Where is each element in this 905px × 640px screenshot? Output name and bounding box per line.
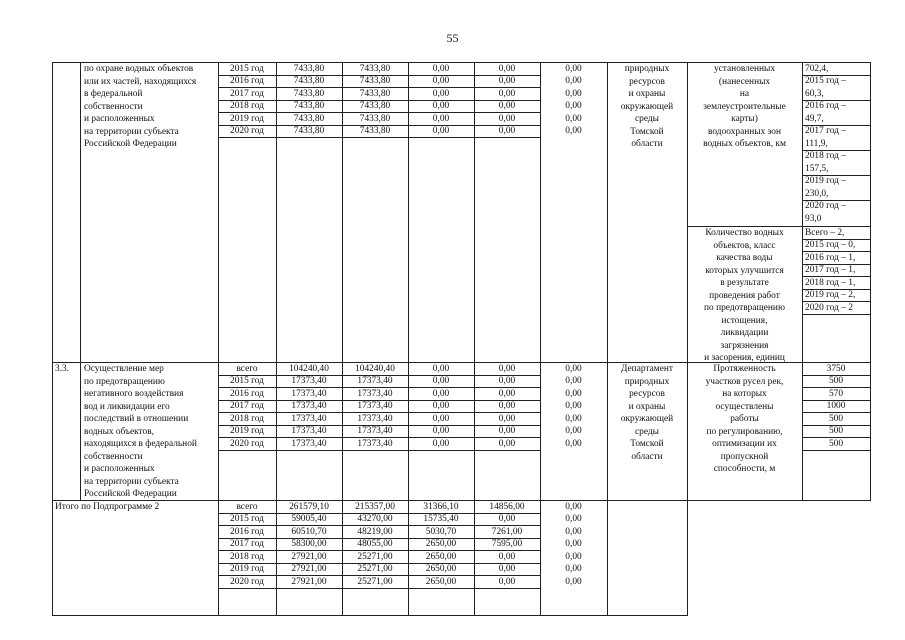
extrabudget-cell: 0,00: [565, 501, 582, 512]
federal-cell: 25271,00: [357, 576, 393, 587]
indicator-value: 93,0: [805, 213, 822, 224]
year-cell: 2016 год: [230, 388, 264, 399]
task-text-line: в федеральной: [84, 89, 143, 99]
federal-cell: 17373,40: [357, 426, 393, 436]
federal-cell: 17373,40: [357, 376, 393, 386]
indicator-text-line: землеустроительные: [703, 101, 786, 112]
extrabudget-cell: 0,00: [565, 413, 582, 424]
indicator-value: 2019 год – 2,: [805, 290, 856, 300]
indicator-value: 2017 год –: [805, 126, 846, 136]
indicator-text-line: которых улучшится: [705, 265, 784, 276]
regional-cell: 0,00: [432, 76, 450, 86]
local-cell: 0,00: [498, 113, 516, 124]
indicator-value: 2018 год –: [805, 151, 846, 161]
regional-cell: 0,00: [432, 63, 450, 74]
indicator-value: 570: [828, 388, 844, 399]
year-cell: всего: [236, 501, 258, 512]
year-cell: 2016 год: [230, 76, 264, 86]
task-text-line: Российской Федерации: [84, 489, 177, 499]
local-cell: 0,00: [498, 388, 516, 399]
regional-cell: 31366,10: [423, 501, 459, 512]
regional-cell: 0,00: [432, 101, 450, 111]
value-rule: [802, 150, 871, 151]
extrabudget-cell: 0,00: [565, 576, 582, 587]
total-cell: 7433,80: [293, 101, 325, 111]
total-cell: 17373,40: [291, 426, 327, 436]
year-cell: 2020 год: [230, 438, 264, 449]
task-text-line: последствий в отношении: [84, 414, 189, 424]
indicator-value: 3750: [826, 363, 846, 374]
year-row-rule: [218, 450, 541, 451]
year-cell: всего: [236, 363, 258, 374]
indicator-text-line: объектов, класс: [713, 240, 776, 251]
value-rule: [802, 314, 871, 315]
federal-cell: 7433,80: [359, 126, 391, 136]
year-cell: 2019 год: [230, 113, 264, 124]
value-rule: [802, 100, 871, 101]
extrabudget-cell: 0,00: [565, 126, 582, 136]
indicator-value: 2019 год –: [805, 176, 846, 186]
total-cell: 17373,40: [291, 401, 327, 411]
extrabudget-cell: 0,00: [565, 376, 582, 386]
indicator-text-line: оптимизации их: [712, 439, 777, 449]
executor-text-line: области: [631, 451, 663, 462]
extrabudget-cell: 0,00: [565, 564, 582, 574]
total-cell: 17373,40: [291, 376, 327, 386]
regional-cell: 0,00: [432, 363, 450, 374]
regional-cell: 2650,00: [425, 551, 457, 562]
task-text-line: или их частей, находящихся: [84, 76, 197, 87]
indicator-text-line: по регулированию,: [706, 426, 783, 437]
regional-cell: 2650,00: [425, 576, 457, 587]
total-cell: 27921,00: [291, 564, 327, 574]
total-cell: 17373,40: [291, 413, 327, 424]
indicator-text-line: водных объектов, км: [703, 139, 786, 149]
local-cell: 0,00: [498, 576, 516, 587]
year-cell: 2018 год: [230, 413, 264, 424]
indicator-text-line: на которых: [722, 389, 767, 399]
federal-cell: 48055,00: [357, 539, 393, 549]
indicator-text-line: водоохранных зон: [708, 126, 781, 137]
indicator-text-line: и засорения, единиц: [704, 353, 785, 363]
indicator-value: 500: [828, 413, 844, 424]
col-border-number: [80, 62, 81, 501]
total-cell: 7433,80: [293, 63, 325, 74]
regional-cell: 2650,00: [425, 539, 457, 549]
local-cell: 0,00: [498, 101, 516, 111]
task-text-line: на территории субъекта: [84, 476, 179, 487]
indicator-text-line: на: [739, 89, 750, 99]
local-cell: 0,00: [498, 426, 516, 436]
total-cell: 7433,80: [293, 76, 325, 86]
executor-text-line: среды: [635, 426, 659, 437]
indicator-value: 2017 год – 1,: [805, 265, 856, 275]
indicator-value: 500: [828, 438, 844, 449]
federal-cell: 7433,80: [359, 76, 391, 86]
local-cell: 14856,00: [489, 501, 525, 512]
executor-text-line: Томской: [630, 439, 664, 449]
table-right-border: [870, 62, 871, 501]
extrabudget-cell: 0,00: [565, 101, 582, 111]
total-cell: 27921,00: [291, 551, 327, 562]
federal-cell: 104240,40: [355, 363, 395, 374]
total-cell: 7433,80: [293, 113, 325, 124]
local-cell: 0,00: [498, 88, 516, 99]
year-cell: 2015 год: [230, 514, 264, 524]
regional-cell: 0,00: [432, 388, 450, 399]
task-text-line: на территории субъекта: [84, 126, 179, 137]
executor-text-line: ресурсов: [629, 76, 665, 87]
extrabudget-cell: 0,00: [565, 363, 582, 374]
local-cell: 0,00: [498, 438, 516, 449]
local-cell: 0,00: [498, 376, 516, 386]
indicator-text-line: Количество водных: [705, 228, 784, 238]
indicator-text-line: работы: [730, 414, 759, 424]
year-cell: 2020 год: [230, 576, 264, 587]
indicator-value: Всего – 2,: [805, 227, 845, 238]
indicator-text-line: установленных: [713, 64, 776, 74]
extrabudget-cell: 0,00: [565, 526, 582, 537]
task-text-line: собственности: [84, 451, 143, 462]
federal-cell: 48219,00: [357, 526, 393, 537]
indicator-value: 2015 год –: [805, 76, 846, 86]
local-cell: 0,00: [498, 551, 516, 562]
value-rule: [802, 450, 871, 451]
year-cell: 2016 год: [230, 526, 264, 537]
total-cell: 58300,00: [291, 539, 327, 549]
indicator-text-line: пропускной: [720, 451, 769, 462]
indicator-value: 702,4,: [805, 63, 829, 74]
total-label: Итого по Подпрограмме 2: [55, 501, 160, 512]
local-cell: 0,00: [498, 63, 516, 74]
indicator-text-line: ликвидации: [720, 328, 769, 338]
extrabudget-cell: 0,00: [565, 76, 582, 86]
task-text-line: находящихся в федеральной: [84, 439, 197, 449]
year-cell: 2017 год: [230, 401, 264, 411]
regional-cell: 5030,70: [425, 526, 457, 537]
total-cell: 27921,00: [291, 576, 327, 587]
year-cell: 2020 год: [230, 126, 264, 136]
indicator-text-line: Протяженность: [713, 364, 776, 374]
total-cell: 17373,40: [291, 438, 327, 449]
indicator-value: 2020 год – 2: [805, 302, 853, 313]
total-cell: 7433,80: [293, 126, 325, 136]
total-cell: 7433,80: [293, 88, 325, 99]
table-left-border: [52, 62, 53, 616]
total-cell: 104240,40: [289, 363, 329, 374]
indicator-value: 2020 год –: [805, 201, 846, 211]
local-cell: 0,00: [498, 126, 516, 136]
indicator-text-line: по предотвращению: [704, 303, 785, 313]
indicator-value: 157,5,: [805, 163, 829, 174]
task-text-line: и расположенных: [84, 114, 155, 124]
executor-text-line: ресурсов: [629, 389, 665, 399]
federal-cell: 7433,80: [359, 101, 391, 111]
task-text-line: негативного воздействия: [84, 389, 184, 399]
local-cell: 0,00: [498, 76, 516, 86]
regional-cell: 0,00: [432, 413, 450, 424]
task-text-line: по предотвращению: [84, 376, 165, 387]
extrabudget-cell: 0,00: [565, 539, 582, 549]
extrabudget-cell: 0,00: [565, 438, 582, 449]
regional-cell: 0,00: [432, 376, 450, 386]
indicator-value: 111,9,: [805, 138, 828, 149]
regional-cell: 0,00: [432, 401, 450, 411]
task-text-line: Российской Федерации: [84, 139, 177, 149]
indicator-value: 2016 год – 1,: [805, 252, 856, 263]
task-text-line: вод и ликвидации его: [84, 401, 170, 412]
regional-cell: 0,00: [432, 438, 450, 449]
indicator-text-line: (нанесенных: [718, 76, 771, 87]
indicator-text-line: в результате: [720, 278, 769, 288]
indicator-value: 49,7,: [805, 113, 824, 124]
task-text-line: по охране водных объектов: [84, 64, 194, 74]
task-text-line: и расположенных: [84, 464, 155, 474]
indicator-value: 60,3,: [805, 88, 824, 99]
executor-text-line: природных: [624, 64, 670, 74]
total-cell: 17373,40: [291, 388, 327, 399]
federal-cell: 17373,40: [357, 413, 393, 424]
extrabudget-cell: 0,00: [565, 88, 582, 99]
indicator-value: 2018 год – 1,: [805, 277, 856, 288]
local-cell: 0,00: [498, 401, 516, 411]
indicator-value: 500: [828, 426, 844, 436]
task-text-line: собственности: [84, 101, 143, 112]
page-number: 55: [446, 31, 459, 45]
year-cell: 2018 год: [230, 101, 264, 111]
local-cell: 0,00: [498, 413, 516, 424]
year-cell: 2018 год: [230, 551, 264, 562]
value-rule: [802, 175, 871, 176]
table-bottom-border: [52, 615, 688, 616]
indicator-text-line: участков русел рек,: [705, 376, 784, 387]
executor-text-line: Томской: [630, 126, 664, 137]
executor-text-line: Департамент: [621, 364, 673, 374]
executor-text-line: окружающей: [620, 414, 674, 424]
local-cell: 0,00: [498, 363, 516, 374]
indicator-value: 230,0,: [805, 188, 829, 199]
indicator-text-line: осуществлены: [715, 401, 774, 412]
federal-cell: 17373,40: [357, 438, 393, 449]
regional-cell: 0,00: [432, 113, 450, 124]
local-cell: 0,00: [498, 564, 516, 574]
indicator-text-line: карты): [731, 114, 758, 124]
regional-cell: 0,00: [432, 426, 450, 436]
indicator-text-line: качества воды: [716, 253, 773, 263]
indicator-text-line: истощения,: [721, 315, 768, 326]
extrabudget-cell: 0,00: [565, 514, 582, 524]
year-cell: 2017 год: [230, 539, 264, 549]
local-cell: 7595,00: [491, 539, 523, 549]
federal-cell: 43270,00: [357, 514, 393, 524]
task-text-line: водных объектов,: [84, 426, 154, 437]
extrabudget-cell: 0,00: [565, 113, 582, 124]
executor-text-line: и охраны: [628, 89, 666, 99]
total-cell: 261579,10: [289, 501, 329, 512]
year-cell: 2019 год: [230, 426, 264, 436]
value-rule: [802, 125, 871, 126]
extrabudget-cell: 0,00: [565, 426, 582, 436]
federal-cell: 25271,00: [357, 564, 393, 574]
indicator-text-line: способности, м: [713, 464, 776, 474]
federal-cell: 25271,00: [357, 551, 393, 562]
regional-cell: 0,00: [432, 88, 450, 99]
federal-cell: 7433,80: [359, 63, 391, 74]
value-rule: [802, 200, 871, 201]
indicator-value: 1000: [826, 401, 846, 411]
federal-cell: 17373,40: [357, 388, 393, 399]
executor-text-line: области: [631, 139, 663, 149]
federal-cell: 7433,80: [359, 113, 391, 124]
executor-text-line: и охраны: [628, 401, 666, 412]
extrabudget-cell: 0,00: [565, 388, 582, 399]
local-cell: 0,00: [498, 514, 516, 524]
total-cell: 59005,40: [291, 514, 327, 524]
local-cell: 7261,00: [491, 526, 523, 537]
federal-cell: 17373,40: [357, 401, 393, 411]
executor-text-line: природных: [624, 376, 670, 387]
indicator-text-line: проведения работ: [709, 290, 780, 301]
indicator-value: 2016 год –: [805, 101, 846, 111]
indicator-value: 2015 год – 0,: [805, 240, 856, 250]
year-row-rule: [218, 588, 541, 589]
year-row-rule: [218, 137, 541, 138]
federal-cell: 7433,80: [359, 88, 391, 99]
year-cell: 2015 год: [230, 63, 264, 74]
regional-cell: 2650,00: [425, 564, 457, 574]
year-cell: 2017 год: [230, 88, 264, 99]
indicator-value: 500: [828, 376, 844, 386]
extrabudget-cell: 0,00: [565, 551, 582, 562]
year-cell: 2019 год: [230, 564, 264, 574]
federal-cell: 215357,00: [355, 501, 395, 512]
value-rule: [802, 75, 871, 76]
regional-cell: 15735,40: [423, 514, 459, 524]
regional-cell: 0,00: [432, 126, 450, 136]
total-cell: 60510,70: [291, 526, 327, 537]
extrabudget-cell: 0,00: [565, 401, 582, 411]
task-text-line: Осуществление мер: [84, 364, 164, 374]
year-cell: 2015 год: [230, 376, 264, 386]
extrabudget-cell: 0,00: [565, 63, 582, 74]
indicator-text-line: загрязнения: [720, 340, 769, 351]
item-number: 3.3.: [55, 364, 70, 374]
executor-text-line: окружающей: [620, 101, 674, 112]
executor-text-line: среды: [635, 114, 659, 124]
